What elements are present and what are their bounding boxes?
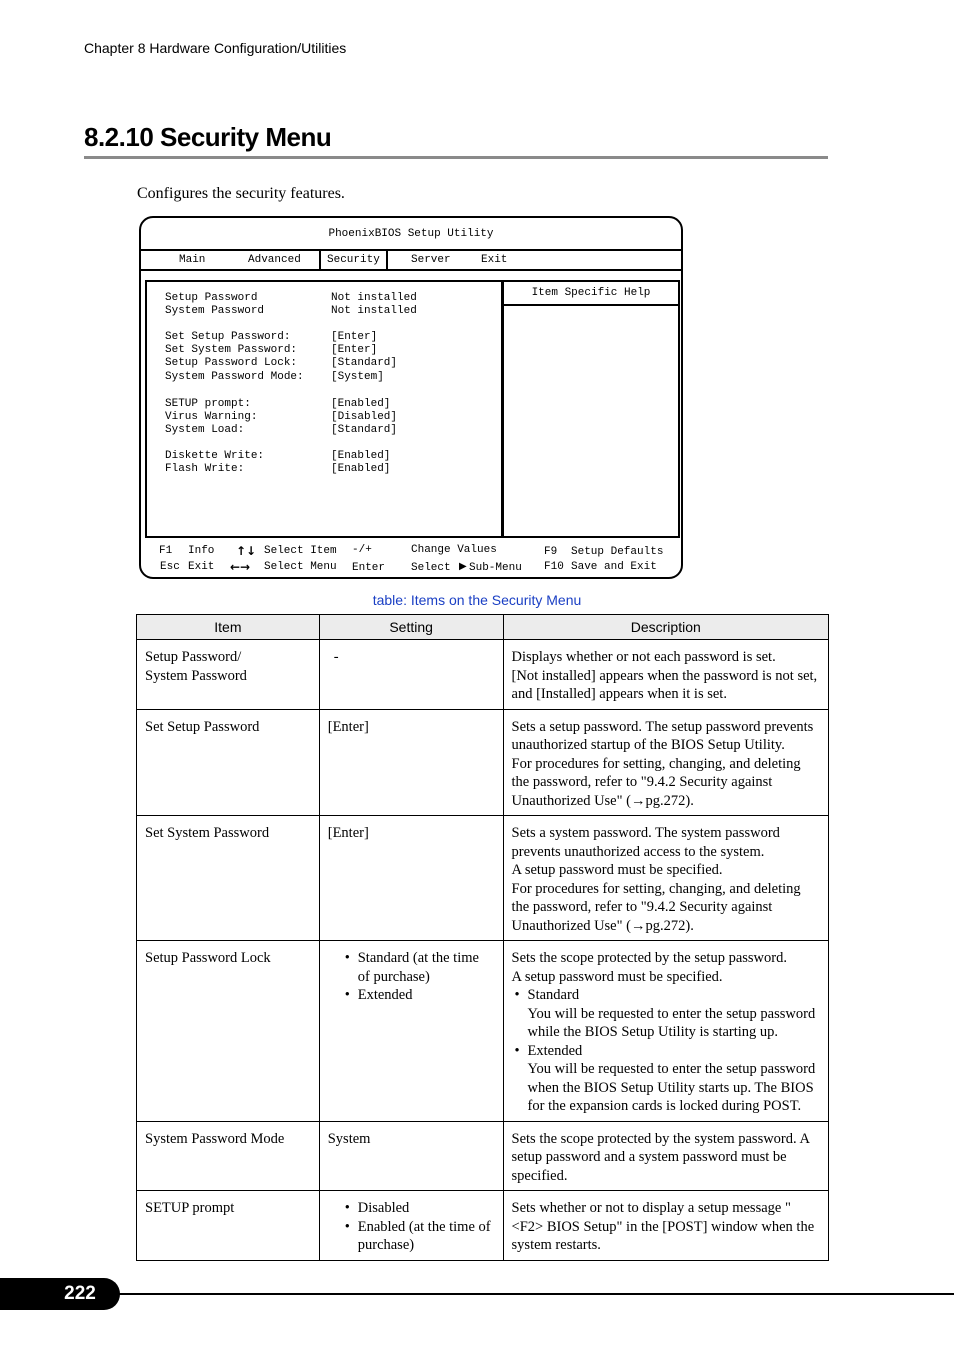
left-right-arrows-icon: ←→ [230,560,251,574]
setting-label[interactable]: Set System Password: [165,344,298,356]
description-cell [503,1191,828,1261]
footer-rule [110,1293,954,1295]
setting-label[interactable]: Flash Write: [165,463,245,475]
bios-menu-advanced[interactable]: Advanced [248,254,301,266]
table-row [137,816,829,941]
up-down-arrows-icon: ↑↓ [236,544,257,558]
setting-option: • Disabled [358,1199,495,1218]
item-name: System Password Mode [145,1130,285,1147]
footer-select-menu: Select Menu [264,561,337,573]
item-cell [137,941,320,1122]
footer-f9-key: F9 [544,546,558,558]
description-text: A setup password must be specified. [511,968,723,985]
setting-label[interactable]: Virus Warning: [165,411,258,423]
setting-value[interactable]: [Enabled] [331,463,391,475]
setting-value[interactable]: [System] [331,371,384,383]
setting-value[interactable]: [Enter] [331,331,378,343]
item-name: Setup Password/ [145,649,242,665]
setting-text: System [327,1130,371,1147]
footer-minus-plus: -/+ [352,544,372,556]
description-text: Sets a setup password. The setup password prevents unauthorized startup of the BIOS Setup Utility. [511,718,814,753]
table-row [137,1191,829,1261]
triangle-right-icon: ▶ [459,561,467,572]
footer-esc-key: Esc [160,561,180,573]
setting-option: • Enabled (at the time of purchase) [358,1218,495,1255]
setting-label[interactable]: Setup Password Lock: [165,357,298,369]
setting-text: [Enter] [327,825,369,841]
item-name: SETUP prompt [145,1200,235,1216]
description-text: Sets a system password. The system password prevents unauthorized access to the system. [511,825,780,860]
item-name: System Password [145,667,247,684]
item-name: Set System Password [145,825,270,841]
setting-option: • Extended [358,986,495,1005]
page-number: 222 [0,1278,120,1310]
item-cell [137,640,320,710]
bios-menubar [141,249,681,271]
setting-label: System Password [165,305,265,317]
item-name: Setup Password Lock [145,950,271,966]
bios-title: PhoenixBIOS Setup Utility [328,228,494,240]
setting-options [344,949,495,1005]
bios-menu-security[interactable]: Security [319,251,388,269]
setting-value: Not installed [331,292,417,304]
table-row [137,1121,829,1191]
header-description: Description [503,615,828,640]
footer-setup-defaults: Setup Defaults [571,546,664,558]
footer-change-values: Change Values [411,544,497,556]
description-detail: You will be requested to enter the setup password while the BIOS Setup Utility is starting up. [527,1005,816,1040]
setting-cell [319,941,503,1122]
description-text: Sets the scope protected by the system password. A setup password and a system password must be specified. [511,1130,810,1184]
security-items-table [136,614,829,1261]
header-item: Item [137,615,320,640]
footer-exit: Exit [188,561,215,573]
setting-value[interactable]: [Enabled] [331,398,391,410]
setting-value[interactable]: [Disabled] [331,411,398,423]
bios-settings-panel [145,280,503,538]
bios-menu-exit[interactable]: Exit [481,254,508,266]
description-cell [503,1121,828,1191]
footer-f10-key: F10 [544,561,564,573]
title-underline [84,156,828,159]
setting-cell [319,816,503,941]
section-title: 8.2.10 Security Menu [84,122,332,152]
setting-cell [319,640,503,710]
setting-value[interactable]: [Standard] [331,357,398,369]
item-name: Set Setup Password [145,718,260,735]
footer-enter: Enter [352,562,386,574]
footer-info: Info [188,545,215,557]
description-bullet: • Extended [512,1042,820,1061]
description-text: For procedures for setting, changing, and deleting the password, refer to "9.4.2 Security against Unauthorized Use" (→pg.272). [511,880,801,934]
setting-text: [Enter] [327,718,369,735]
table-row [137,640,829,710]
item-cell [137,816,320,941]
item-cell [137,1121,320,1191]
description-text: Sets the scope protected by the setup password. [511,950,787,966]
description-cell [503,709,828,816]
footer-save-exit: Save and Exit [571,561,657,573]
help-title: Item Specific Help [504,282,678,306]
setting-option: • Standard (at the time of purchase) [358,949,495,986]
setting-label: Setup Password [165,292,258,304]
table-caption: table: Items on the Security Menu [372,592,582,608]
footer-select: Select [411,562,451,574]
item-cell [137,1191,320,1261]
bios-menu-server[interactable]: Server [411,254,451,266]
setting-label[interactable]: SETUP prompt: [165,398,251,410]
footer-submenu: Sub-Menu [469,562,522,574]
setting-label[interactable]: Set Setup Password: [165,331,291,343]
description-text: Sets whether or not to display a setup message "<F2> BIOS Setup" in the [POST] window when the system restarts. [511,1200,815,1253]
description-detail: You will be requested to enter the setup password when the BIOS Setup Utility starts up. The BIOS for the expansion cards is locked during POST. [527,1061,816,1114]
chapter-header: Chapter 8 Hardware Configuration/Utilities [84,40,347,56]
header-setting: Setting [319,615,503,640]
bios-menu-main[interactable]: Main [179,254,206,266]
setting-cell [319,709,503,816]
description-bullet: • Standard [512,986,820,1005]
setting-label[interactable]: System Password Mode: [165,371,304,383]
setting-cell [319,1191,503,1261]
description-cell [503,941,828,1122]
description-text: Displays whether or not each password is set. [511,649,776,665]
setting-label[interactable]: System Load: [165,424,245,436]
setting-options [344,1199,495,1255]
setting-text: - [333,649,339,665]
bios-help-panel [502,280,680,538]
setting-value[interactable]: [Standard] [331,424,398,436]
description-text: [Not installed] appears when the password is not set, and [Installed] appears when it is set. [511,667,818,702]
description-cell [503,816,828,941]
description-cell [503,640,828,710]
table-row [137,709,829,816]
table-row [137,941,829,1122]
footer-f1-key: F1 [159,545,173,557]
item-cell [137,709,320,816]
description-text: A setup password must be specified. [511,862,723,878]
bios-screen [139,216,683,579]
setting-value: Not installed [331,305,417,317]
intro-text: Configures the security features. [137,185,345,202]
description-text: For procedures for setting, changing, and deleting the password, refer to "9.4.2 Security against Unauthorized Use" (→pg.272). [511,755,801,809]
setting-value[interactable]: [Enabled] [331,450,391,462]
setting-label[interactable]: Diskette Write: [165,450,265,462]
setting-cell [319,1121,503,1191]
footer-select-item: Select Item [264,545,337,557]
setting-value[interactable]: [Enter] [331,344,378,356]
